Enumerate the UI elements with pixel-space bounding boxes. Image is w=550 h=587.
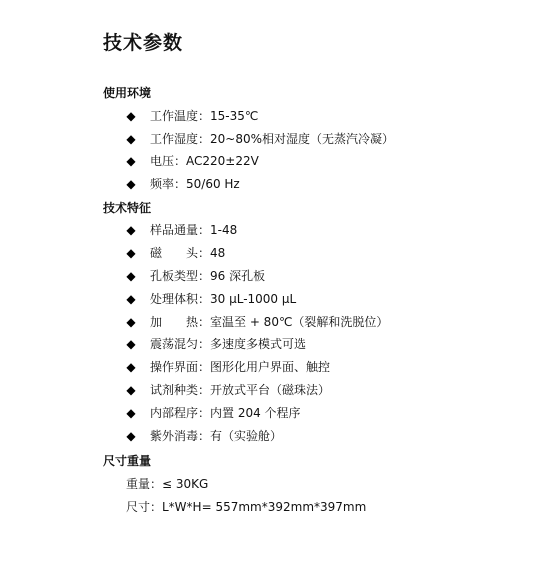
diamond-bullet-icon: ◆ xyxy=(126,132,136,146)
list-item-shaking-mixing xyxy=(126,335,306,353)
diamond-bullet-icon: ◆ xyxy=(126,223,136,237)
list-item-text: 震荡混匀：多速度多模式可选 xyxy=(150,337,307,351)
list-item-internal-programs xyxy=(126,404,301,422)
list-item-text: 工作温度：15-35℃ xyxy=(150,109,259,123)
page-title: 技术参数 xyxy=(103,32,184,54)
list-item-frequency xyxy=(126,175,240,193)
list-item-heating xyxy=(126,313,388,331)
list-item-sample-throughput xyxy=(126,221,237,239)
list-item-processing-volume xyxy=(126,290,296,308)
list-item-text: 加 热：室温至 + 80℃（裂解和洗脱位） xyxy=(150,315,389,329)
list-item-text: 样品通量：1-48 xyxy=(150,223,238,237)
diamond-bullet-icon: ◆ xyxy=(126,109,136,123)
section-heading-environment: 使用环境 xyxy=(103,86,152,100)
list-item-work-temperature xyxy=(126,107,258,125)
list-item-operation-interface xyxy=(126,358,330,376)
list-item-text: 紫外消毒：有（实验舱） xyxy=(150,429,283,443)
section-heading-size-weight: 尺寸重量 xyxy=(103,454,152,468)
diamond-bullet-icon: ◆ xyxy=(126,406,136,420)
list-item-text: 操作界面：图形化用户界面、触控 xyxy=(150,360,331,374)
diamond-bullet-icon: ◆ xyxy=(126,315,136,329)
diamond-bullet-icon: ◆ xyxy=(126,154,136,168)
list-item-text: 频率：50/60 Hz xyxy=(150,177,240,191)
dimensions-line: 尺寸：L*W*H= 557mm*392mm*397mm xyxy=(126,500,367,514)
list-item-text: 试剂种类：开放式平台（磁珠法） xyxy=(150,383,331,397)
diamond-bullet-icon: ◆ xyxy=(126,429,136,443)
list-item-text: 电压：AC220±22V xyxy=(150,154,259,168)
diamond-bullet-icon: ◆ xyxy=(126,383,136,397)
diamond-bullet-icon: ◆ xyxy=(126,360,136,374)
diamond-bullet-icon: ◆ xyxy=(126,337,136,351)
list-item-text: 工作湿度：20~80%相对湿度（无蒸汽冷凝） xyxy=(150,132,394,146)
diamond-bullet-icon: ◆ xyxy=(126,269,136,283)
diamond-bullet-icon: ◆ xyxy=(126,177,136,191)
list-item-voltage xyxy=(126,152,259,170)
list-item-reagent-type xyxy=(126,381,330,399)
list-item-magnetic-head xyxy=(126,244,225,262)
list-item-text: 内部程序：内置 204 个程序 xyxy=(150,406,301,420)
list-item-uv-disinfection xyxy=(126,427,282,445)
list-item-work-humidity xyxy=(126,130,394,148)
weight-line: 重量：≤ 30KG xyxy=(126,477,209,491)
section-heading-features: 技术特征 xyxy=(103,201,152,215)
diamond-bullet-icon: ◆ xyxy=(126,246,136,260)
list-item-plate-type xyxy=(126,267,265,285)
list-item-text: 孔板类型：96 深孔板 xyxy=(150,269,266,283)
list-item-text: 处理体积：30 μL-1000 μL xyxy=(150,292,297,306)
list-item-text: 磁 头：48 xyxy=(150,246,226,260)
diamond-bullet-icon: ◆ xyxy=(126,292,136,306)
